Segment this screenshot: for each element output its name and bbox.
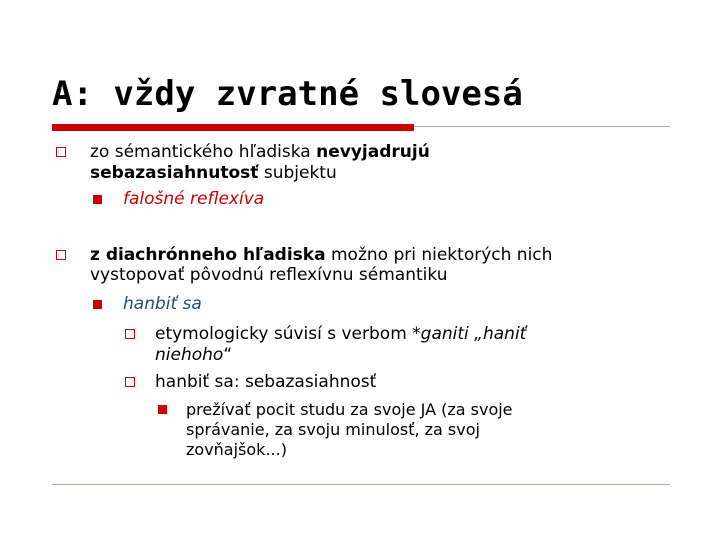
bottom-rule [52, 484, 670, 485]
sub1-italic-2: niehoho [155, 345, 224, 365]
filled-square-bullet-icon [158, 405, 167, 414]
title-underline-accent [52, 124, 414, 131]
sub1-line2 [155, 345, 232, 366]
bullet2-line2: vystopovať pôvodnú reflexívnu sémantiku [90, 265, 448, 285]
sub1-italic: *ganiti „haniť [412, 324, 527, 344]
sub3-line2: správanie, za svoju minulosť, za svoj [186, 420, 480, 439]
hollow-square-bullet-icon [56, 250, 66, 260]
bullet1-emphasis-2: sebazasiahnutosť [90, 163, 259, 183]
sub1-line1 [155, 324, 526, 345]
hollow-square-bullet-icon [56, 147, 66, 157]
slide-title: A: vždy zvratné slovesá [52, 74, 523, 114]
bullet1-line2 [90, 163, 337, 184]
hollow-square-bullet-icon [125, 329, 135, 339]
sub3-line3: zovňajšok...) [186, 440, 287, 459]
bullet2-emphasis: z diachrónneho hľadiska [90, 245, 326, 265]
bullet1-line1 [90, 142, 430, 163]
sub3-line1: prežívať pocit studu za svoje JA (za svoje [186, 400, 513, 419]
bullet1-emphasis: nevyjadrujú [316, 142, 430, 162]
sub1-text-2: “ [223, 345, 233, 365]
bullet1-text-2: subjektu [258, 163, 337, 183]
bullet1-subitem: falošné reflexíva [123, 189, 265, 209]
sub2-line: hanbiť sa: sebazasiahnosť [155, 372, 377, 392]
sub1-text: etymologicky súvisí s verbom [155, 324, 413, 344]
bullet2-line1 [90, 245, 552, 266]
filled-square-bullet-icon [93, 195, 102, 204]
bullet2-subitem: hanbiť sa [123, 294, 202, 314]
title-underline-rule [414, 126, 670, 127]
filled-square-bullet-icon [93, 300, 102, 309]
hollow-square-bullet-icon [125, 377, 135, 387]
bullet2-text: možno pri niektorých nich [325, 245, 553, 265]
bullet1-text: zo sémantického hľadiska [90, 142, 317, 162]
